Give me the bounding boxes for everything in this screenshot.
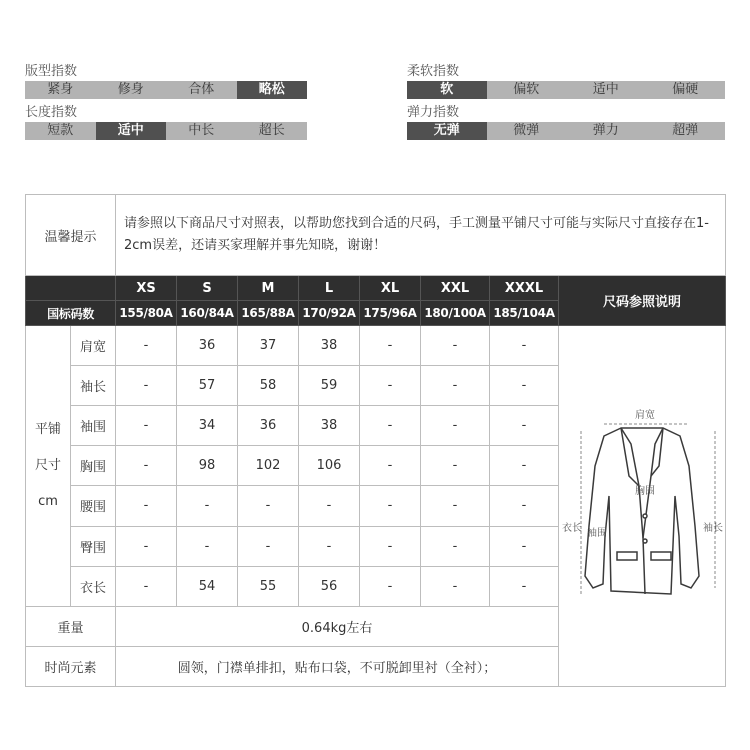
weight-value: 0.64kg左右 [116,606,559,646]
table-cell: - [421,526,490,566]
table-cell: - [421,566,490,606]
table-cell: 56 [299,566,360,606]
elements-label: 时尚元素 [26,646,116,686]
table-cell: 58 [238,366,299,406]
length-index-title: 长度指数 [25,105,78,120]
table-cell: 38 [299,326,360,366]
size-label: L [299,276,360,301]
table-cell: - [116,486,177,526]
length-index [25,104,307,140]
table-cell: - [116,406,177,446]
table-cell: - [360,526,421,566]
softness-option: 适中 [592,82,619,97]
table-cell: 98 [177,446,238,486]
jacket-outline [585,428,699,594]
size-header-row [26,276,726,301]
row-label: 衣长 [71,566,116,606]
fit-option-active: 略松 [237,81,308,99]
jacket-diagram [559,326,726,686]
table-cell: 34 [177,406,238,446]
table-cell: - [360,486,421,526]
elasticity-option: 弹力 [592,123,619,138]
table-cell: - [177,486,238,526]
size-label: M [238,276,299,301]
intl-code: 155/80A [116,301,177,326]
jacket-diagram-cell [559,326,726,687]
group-line: cm [38,493,58,509]
softness-option-active: 软 [407,81,487,99]
diagram-label-body-length: 衣长 [562,523,583,534]
table-cell: - [177,526,238,566]
size-label: XL [360,276,421,301]
elasticity-index [407,104,725,140]
diagram-label-sleeve-length: 袖长 [703,523,724,534]
table-cell: 59 [299,366,360,406]
size-label: XXL [421,276,490,301]
softness-index-bar [407,81,725,99]
table-cell: - [116,446,177,486]
size-chart-table [25,194,726,687]
elements-value: 圆领，门襟单排扣，贴布口袋，不可脱卸里衬（全衬）； [116,646,559,686]
fit-option: 紧身 [47,82,74,97]
table-cell: - [116,326,177,366]
row-label: 袖围 [71,406,116,446]
diagram-label-sleeve-width: 袖围 [587,528,608,539]
weight-label: 重量 [26,606,116,646]
length-index-bar [25,122,307,140]
size-label: XXXL [490,276,559,301]
elasticity-option: 微弹 [513,123,540,138]
table-cell: - [421,406,490,446]
intl-code-label: 国标码数 [26,301,116,326]
table-cell: 57 [177,366,238,406]
table-cell: - [116,526,177,566]
table-cell: - [299,486,360,526]
table-cell: - [116,566,177,606]
elasticity-option-active: 无弹 [407,122,487,140]
length-option: 超长 [258,123,285,138]
intl-code: 175/96A [360,301,421,326]
table-cell: - [299,526,360,566]
table-cell: - [421,326,490,366]
intl-code: 185/104A [490,301,559,326]
table-cell: - [421,446,490,486]
size-label: XS [116,276,177,301]
intl-code: 170/92A [299,301,360,326]
table-cell: - [360,326,421,366]
table-cell: - [360,406,421,446]
softness-option: 偏软 [513,82,540,97]
table-cell: 37 [238,326,299,366]
elasticity-option: 超弹 [672,123,699,138]
table-cell: - [490,486,559,526]
row-label: 胸围 [71,446,116,486]
softness-index-title: 柔软指数 [407,64,460,79]
fit-index-bar [25,81,307,99]
table-cell: - [421,486,490,526]
table-row [26,326,726,366]
softness-option: 偏硬 [672,82,699,97]
size-reference-label: 尺码参照说明 [559,276,726,326]
row-label: 肩宽 [71,326,116,366]
table-cell: - [490,526,559,566]
table-cell: 36 [238,406,299,446]
intl-code: 160/84A [177,301,238,326]
notice-text: 请参照以下商品尺寸对照表，以帮助您找到合适的尺码，手工测量平铺尺寸可能与实际尺寸直接存在1-2cm误差，还请买家理解并事先知晓，谢谢！ [116,195,726,276]
table-cell: 36 [177,326,238,366]
table-cell: 102 [238,446,299,486]
fit-index-title: 版型指数 [25,64,78,79]
table-cell: - [238,526,299,566]
fit-index [25,63,307,99]
length-option: 中长 [188,123,215,138]
table-cell: - [490,326,559,366]
intl-code: 165/88A [238,301,299,326]
table-cell: 54 [177,566,238,606]
fit-option: 修身 [117,82,144,97]
diagram-label-shoulder: 肩宽 [635,410,656,421]
table-cell: - [238,486,299,526]
diagram-label-chest: 胸围 [635,486,656,497]
size-label: S [177,276,238,301]
softness-index [407,63,725,99]
intl-code: 180/100A [421,301,490,326]
elasticity-index-title: 弹力指数 [407,105,460,120]
table-cell: 38 [299,406,360,446]
group-line: 尺寸 [34,457,61,473]
table-cell: 55 [238,566,299,606]
row-label: 腰围 [71,486,116,526]
table-cell: - [490,566,559,606]
group-line: 平铺 [34,421,61,437]
row-label: 臀围 [71,526,116,566]
table-cell: - [490,366,559,406]
table-cell: - [490,446,559,486]
table-cell: - [360,566,421,606]
measurement-group-label [26,326,71,607]
table-cell: - [360,446,421,486]
table-cell: 106 [299,446,360,486]
length-option-active: 适中 [96,122,167,140]
fit-option: 合体 [188,82,215,97]
elasticity-index-bar [407,122,725,140]
table-cell: - [490,406,559,446]
notice-row [26,195,726,276]
notice-label: 温馨提示 [26,195,116,276]
row-label: 袖长 [71,366,116,406]
length-option: 短款 [47,123,74,138]
table-cell: - [116,366,177,406]
table-cell: - [360,366,421,406]
table-cell: - [421,366,490,406]
size-header-blank [26,276,116,301]
